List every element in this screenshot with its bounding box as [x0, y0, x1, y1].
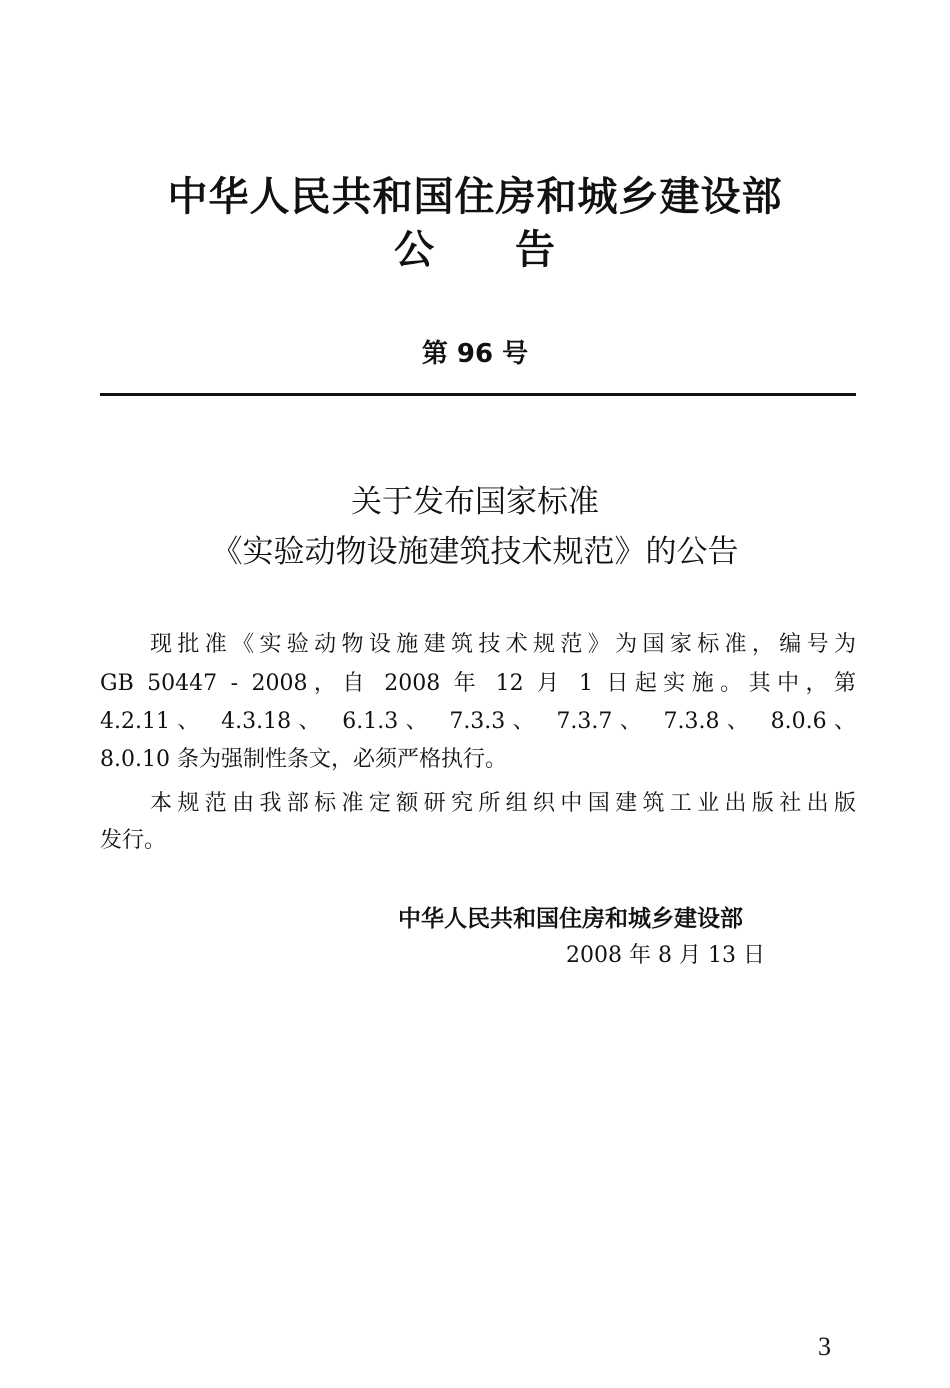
- notice-title-right: 告: [515, 227, 556, 273]
- ministry-heading: 中华人民共和国住房和城乡建设部: [167, 174, 783, 220]
- subject-line-2: 《实验动物设施建筑技术规范》的公告: [211, 534, 739, 570]
- horizontal-rule: [100, 393, 856, 396]
- body-line: 发行。: [100, 828, 167, 853]
- notice-title-left: 公: [394, 227, 435, 273]
- signature-date: 2008 年 8 月 13 日: [566, 943, 765, 968]
- body-line: GB 50447 - 2008，自 2008 年 12 月 1 日起实施。其中，第: [100, 671, 856, 696]
- signature-issuer: 中华人民共和国住房和城乡建设部: [398, 906, 743, 932]
- body-line: 8.0.10 条为强制性条文，必须严格执行。: [100, 747, 507, 772]
- body-line: 4.2.11、 4.3.18、 6.1.3、 7.3.3、 7.3.7、 7.3.8、 8.0.6、: [100, 709, 856, 734]
- body-line: 现批准《实验动物设施建筑技术规范》为国家标准，编号为: [150, 632, 856, 657]
- page-number: 3: [818, 1332, 831, 1361]
- body-line: 本规范由我部标准定额研究所组织中国建筑工业出版社出版: [150, 791, 856, 816]
- issue-number: 第 96 号: [421, 339, 529, 369]
- subject-line-1: 关于发布国家标准: [351, 484, 599, 520]
- notice-title: [0, 224, 950, 276]
